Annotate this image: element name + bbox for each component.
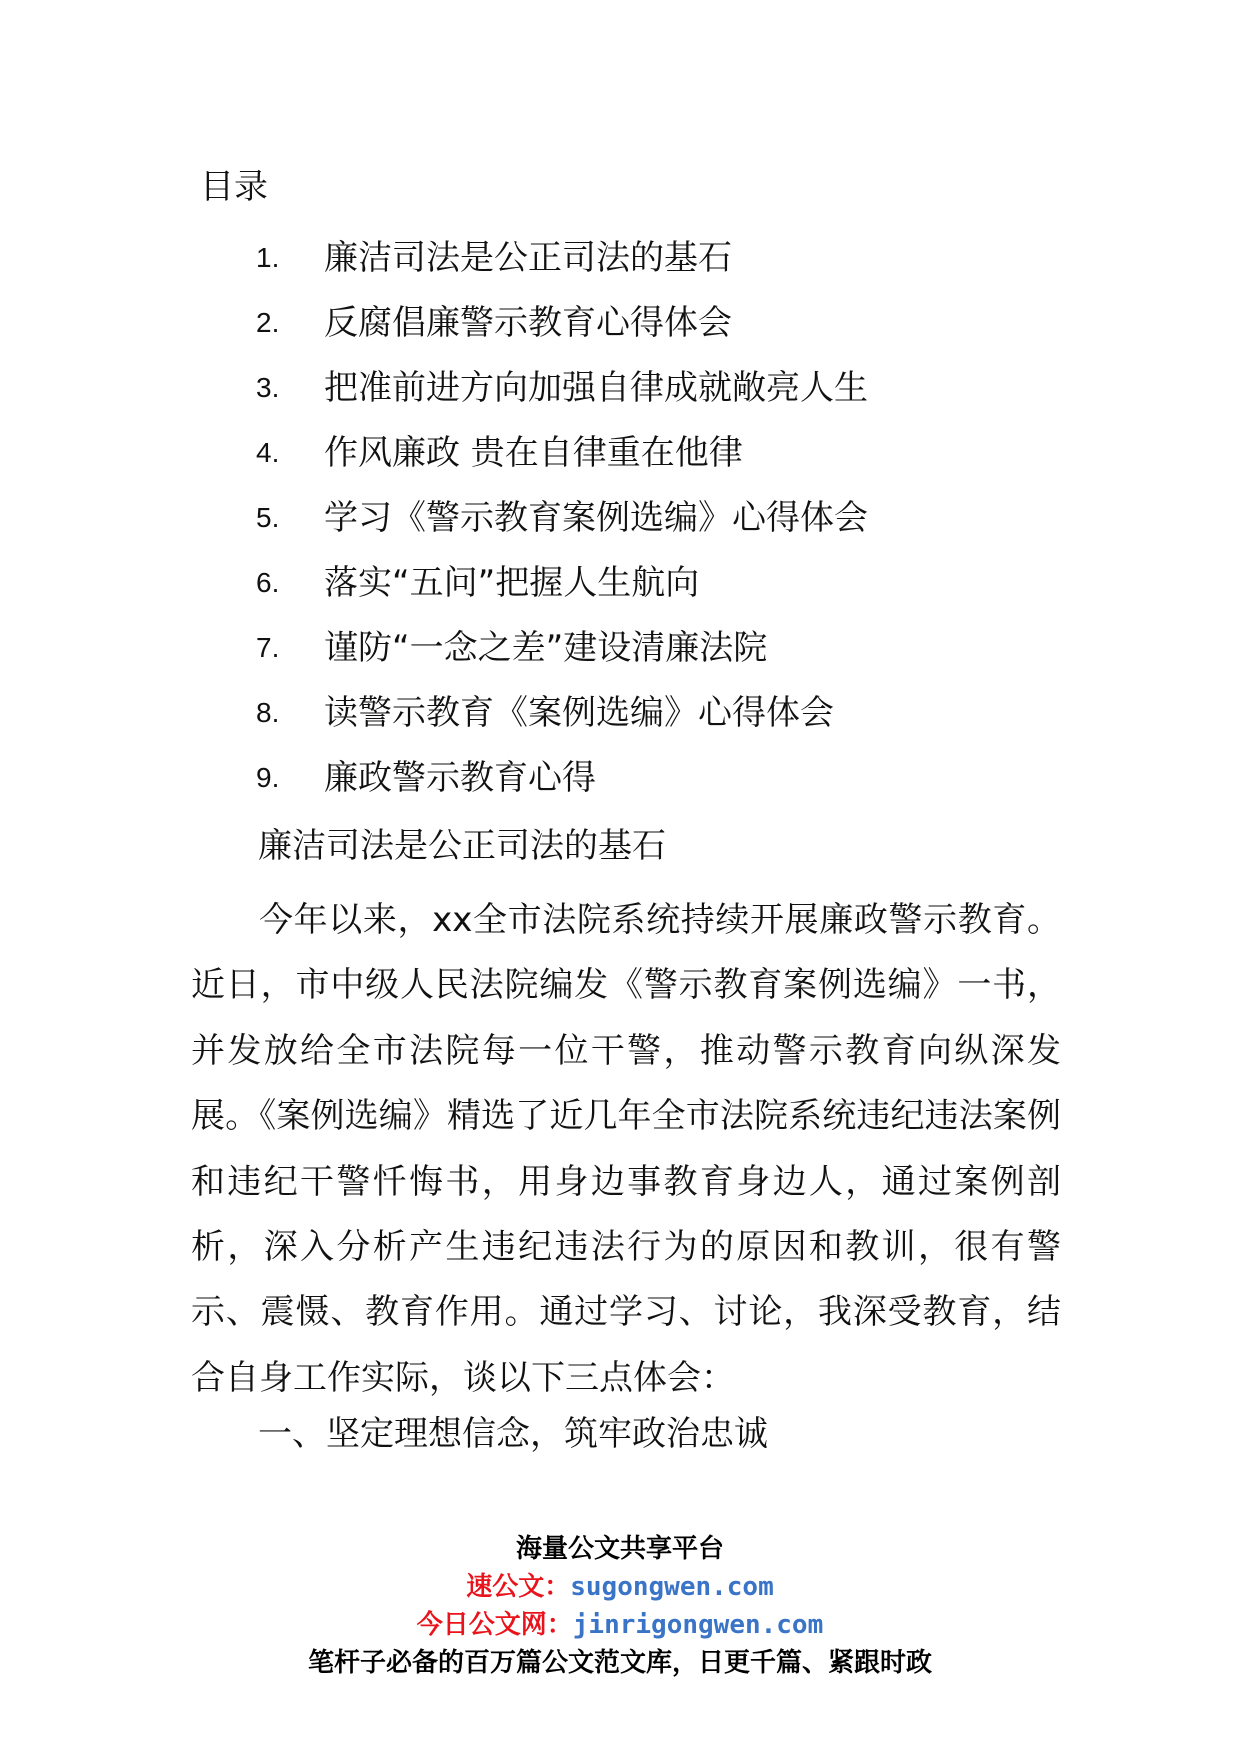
toc-item-number: 9. xyxy=(256,762,280,793)
toc-item xyxy=(0,368,1240,433)
toc-item-number: 6. xyxy=(256,567,280,598)
toc-item-number: 3. xyxy=(256,372,280,403)
table-of-contents xyxy=(0,238,1240,823)
toc-item-number: 2. xyxy=(256,307,280,338)
toc-item-number: 7. xyxy=(256,632,280,663)
toc-item xyxy=(0,628,1240,693)
toc-item xyxy=(0,303,1240,368)
toc-item xyxy=(0,693,1240,758)
section-heading: 一、坚定理想信念，筑牢政治忠诚 xyxy=(258,1414,768,1454)
footer-sugongwen-line xyxy=(0,1568,1240,1606)
toc-item-text: 作风廉政 贵在自律重在他律 xyxy=(324,433,743,473)
footer-sugongwen-label: 速公文： xyxy=(466,1572,571,1602)
toc-item-number: 5. xyxy=(256,502,280,533)
footer-platform-title: 海量公文共享平台 xyxy=(515,1534,724,1564)
toc-item-text: 读警示教育《案例选编》心得体会 xyxy=(324,693,834,733)
toc-item xyxy=(0,498,1240,563)
footer-jinrigongwen-link[interactable]: jinrigongwen.com xyxy=(572,1610,824,1640)
footer-jinrigongwen-line xyxy=(0,1606,1240,1644)
toc-item-text: 学习《警示教育案例选编》心得体会 xyxy=(324,498,868,538)
toc-item-text: 谨防“一念之差”建设清廉法院 xyxy=(324,628,768,668)
footer-banner xyxy=(0,1530,1240,1682)
toc-item-number: 8. xyxy=(256,697,280,728)
toc-item xyxy=(0,433,1240,498)
toc-item-number: 1. xyxy=(256,242,280,273)
toc-item xyxy=(0,563,1240,628)
toc-title: 目录 xyxy=(200,167,268,207)
toc-item-number: 4. xyxy=(256,437,280,468)
footer-slogan: 笔杆子必备的百万篇公文范文库，日更千篇、紧跟时政 xyxy=(307,1648,932,1678)
article-title: 廉洁司法是公正司法的基石 xyxy=(258,826,666,866)
body-paragraph: 今年以来，xx全市法院系统持续开展廉政警示教育。近日，市中级人民法院编发《警示教育案例选编》一书，并发放给全市法院每一位干警，推动警示教育向纵深发展。《案例选编》精选了近几年全市法院系统违纪违法案例和违纪干警忏悔书，用身边事教育身边人，通过案例剖析，深入分析产生违纪违法行为的原因和教训，很有警示、震慑、教育作用。通过学习、讨论，我深受教育，结合自身工作实际，谈以下三点体会： xyxy=(191,900,1061,1398)
toc-item-text: 反腐倡廉警示教育心得体会 xyxy=(324,303,732,343)
toc-item-text: 把准前进方向加强自律成就敞亮人生 xyxy=(324,368,868,408)
toc-item-text: 廉政警示教育心得 xyxy=(324,758,596,798)
toc-item-text: 廉洁司法是公正司法的基石 xyxy=(324,238,732,278)
toc-item xyxy=(0,758,1240,823)
toc-item-text: 落实“五问”把握人生航向 xyxy=(324,563,700,603)
footer-sugongwen-link[interactable]: sugongwen.com xyxy=(570,1572,774,1602)
footer-jinrigongwen-label: 今日公文网： xyxy=(416,1610,573,1640)
toc-item xyxy=(0,238,1240,303)
